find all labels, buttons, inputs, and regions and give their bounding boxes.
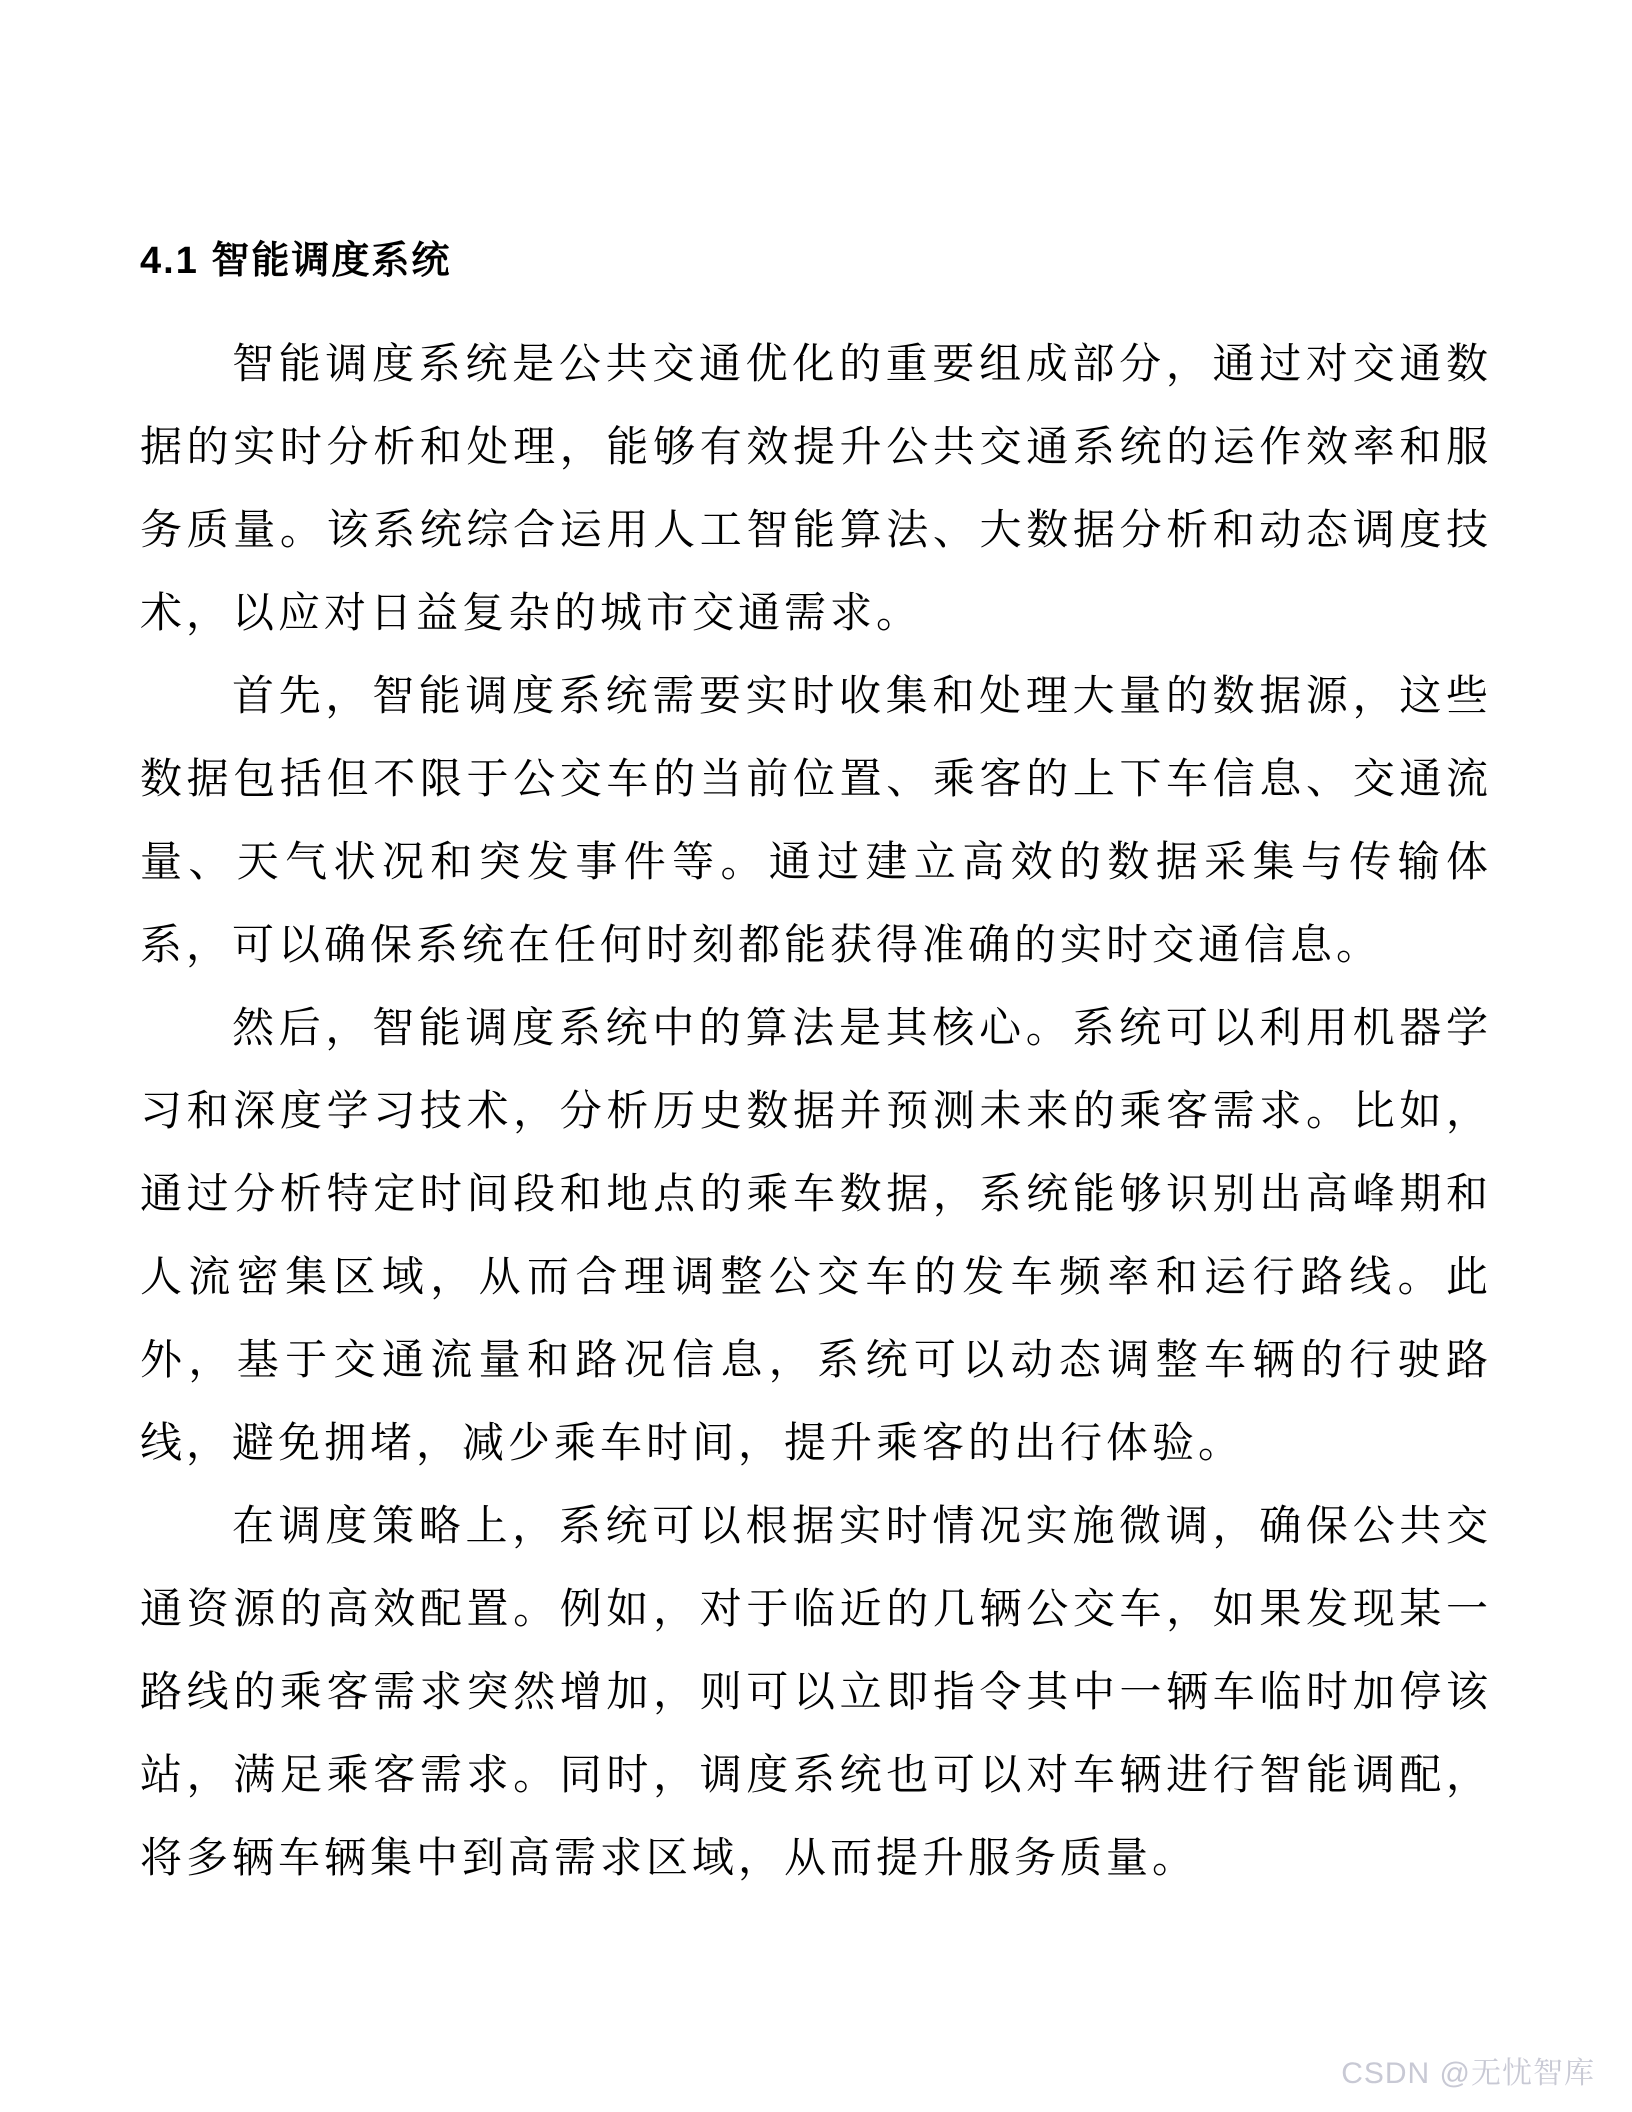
paragraph: 首先，智能调度系统需要实时收集和处理大量的数据源，这些数据包括但不限于公交车的当前位置、乘客的上下车信息、交通流量、天气状况和突发事件等。通过建立高效的数据采集与传输体系，可以确保系统在任何时刻都能获得准确的实时交通信息。 <box>140 674 1492 969</box>
paragraph: 在调度策略上，系统可以根据实时情况实施微调，确保公共交通资源的高效配置。例如，对于临近的几辆公交车，如果发现某一路线的乘客需求突然增加，则可以立即指令其中一辆车临时加停该站，满足乘客需求。同时，调度系统也可以对车辆进行智能调配，将多辆车辆集中到高需求区域，从而提升服务质量。 <box>140 1504 1492 1882</box>
paragraph: 然后，智能调度系统中的算法是其核心。系统可以利用机器学习和深度学习技术，分析历史数据并预测未来的乘客需求。比如，通过分析特定时间段和地点的乘车数据，系统能够识别出高峰期和人流密集区域，从而合理调整公交车的发车频率和运行路线。此外，基于交通流量和路况信息，系统可以动态调整车辆的行驶路线，避免拥堵，减少乘车时间，提升乘客的出行体验。 <box>140 1006 1492 1467</box>
section-body <box>140 324 1492 1901</box>
paragraph: 智能调度系统是公共交通优化的重要组成部分，通过对交通数据的实时分析和处理，能够有效提升公共交通系统的运作效率和服务质量。该系统综合运用人工智能算法、大数据分析和动态调度技术，以应对日益复杂的城市交通需求。 <box>140 342 1492 637</box>
section-heading: 4.1 智能调度系统 <box>140 240 452 282</box>
csdn-watermark: CSDN @无忧智库 <box>1341 2057 1595 2090</box>
document-content <box>140 238 1492 1901</box>
